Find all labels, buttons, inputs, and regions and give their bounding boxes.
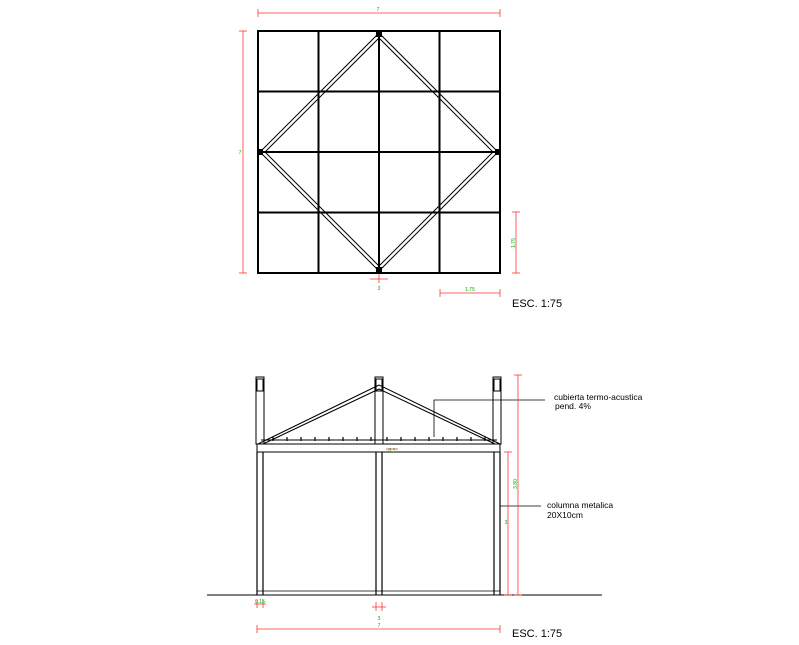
plan-dim-bottom-right (440, 287, 500, 297)
column-note-line2: 20X10cm (547, 510, 583, 520)
elevation-posts (256, 377, 501, 444)
elevation-scale-label: ESC. 1:75 (512, 628, 563, 640)
column-note (500, 500, 613, 520)
plan-dim-bottom-right-text: 1.75 (465, 287, 475, 293)
plan-dim-center-bottom (370, 274, 388, 292)
plan-dim-right-lower (511, 212, 520, 273)
plan-dim-center-bottom-text: 3 (377, 286, 381, 292)
elev-dim-bottom-total (257, 623, 500, 633)
plan-dim-right-lower-text: 1.75 (511, 238, 517, 248)
elevation-beam (257, 444, 500, 452)
roof-note-line2: pend. 4% (555, 401, 591, 411)
plan-grid (258, 31, 500, 273)
elev-dim-bottom-center (372, 602, 386, 622)
plan-view (239, 7, 563, 310)
elev-dim-ridge-text: 0.1 (388, 448, 396, 454)
elevation-view (207, 375, 643, 640)
roof-note-line1: cubierta termo-acustica (554, 392, 643, 402)
plan-dim-top (258, 7, 500, 17)
plan-dim-top-text: 7 (376, 7, 380, 13)
elev-dim-total-height-text: 3.80 (513, 479, 519, 489)
plan-scale-label: ESC. 1:75 (512, 298, 563, 310)
plan-dim-left (239, 31, 247, 273)
elev-dim-column-height-text: 3 (504, 520, 508, 526)
elev-dim-column-height (504, 452, 512, 595)
elev-dim-bottom-center-text: 3 (377, 616, 381, 622)
elev-dim-bottom-left-text: 0.15 (255, 599, 265, 605)
elevation-columns (257, 452, 500, 595)
elev-dim-bottom-left (254, 599, 266, 608)
elev-dim-total-height (513, 375, 522, 595)
plan-dim-left-text: 7 (238, 150, 242, 156)
column-note-line1: columna metalica (547, 500, 614, 510)
elev-dim-ridge (386, 448, 398, 454)
elev-dim-bottom-total-text: 7 (377, 623, 381, 629)
